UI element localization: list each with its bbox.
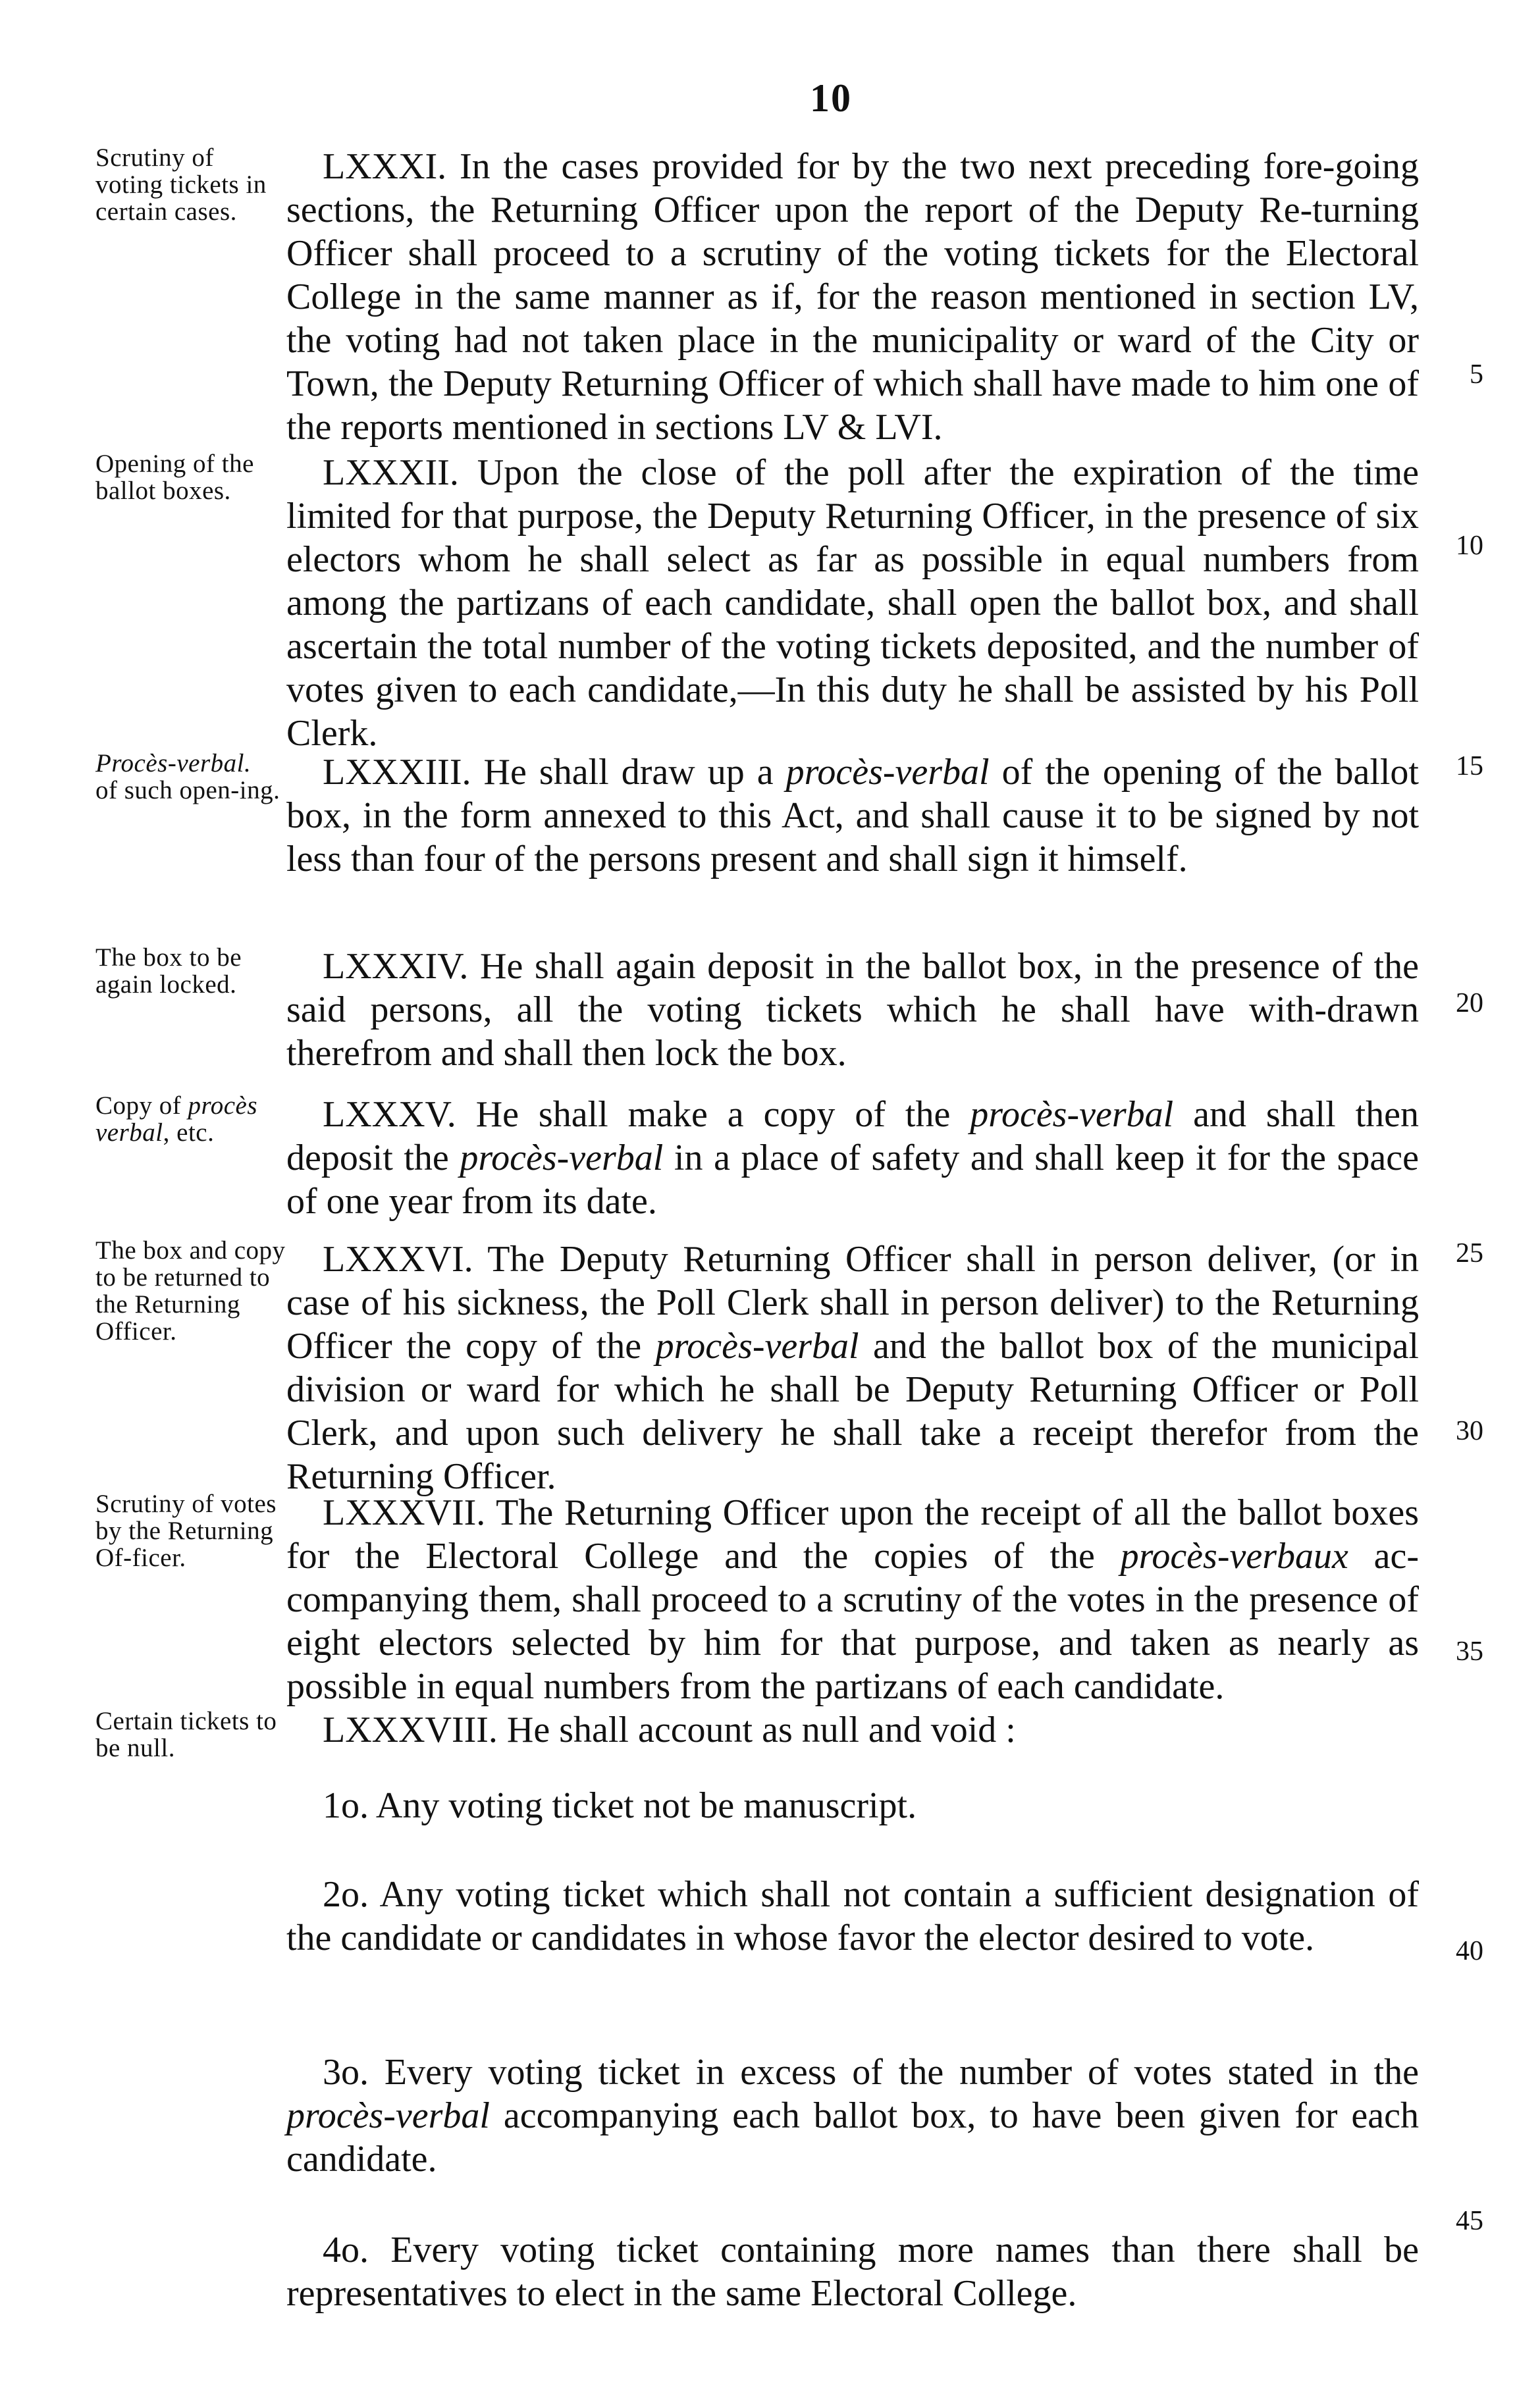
item-text-italic: procès-verbal [286,2095,490,2136]
item-text: Any voting ticket which shall not contain a sufficient designation of the candidate or candidates in whose favor the elector desired to vote. [286,1874,1419,1958]
section-text [286,145,1419,449]
section-number: LXXXII. [323,452,459,493]
section-body-c: in a place of safety and shall keep it for the space of one year from its date. [286,1138,1419,1222]
list-item [286,1873,1419,1960]
margin-note: The box and copy to be returned to the Returning Officer. [95,1236,286,1346]
section-text [286,1093,1419,1223]
line-number: 45 [1456,2206,1483,2236]
margin-note-italic: procès verbal [95,1091,258,1147]
section-body-italic: procès-verbal [785,752,990,793]
item-number: 3o. [323,2052,369,2093]
section-body: He shall again deposit in the ballot box, in the presence of the said persons, all the voting tickets which he shall have with-drawn therefrom and shall then lock the box. [286,946,1420,1074]
item-number: 4o. [323,2230,369,2270]
section-text [286,1708,1419,1752]
margin-note [95,750,286,804]
list-item [286,2051,1419,2181]
section-body: In the cases provided for by the two next preceding fore-going sections, the Returning Officer upon the report of the Deputy Re-turning Officer shall proceed to a scrutiny of the voting tickets for the Electoral College in the same manner as if, for the reason mentioned in section LV, the voting had not taken place in the municipality or ward of the City or Town, the Deputy Returning Officer of which shall have made to him one of the reports mentioned in sections LV & LVI. [286,146,1420,448]
section-body-b: and shall then deposit the [286,1094,1419,1178]
line-number: 25 [1456,1238,1483,1269]
section-body-italic-2: procès-verbal [460,1138,664,1178]
section-text [286,945,1419,1075]
line-number: 20 [1456,988,1483,1018]
section-body-italic: procès-verbal [655,1326,859,1367]
section-body: Upon the close of the poll after the expiration of the time limited for that purpose, the Deputy Returning Officer, in the presence of six electors whom he shall select as far as possible in equal numbers from among the partizans of each candidate, shall open the ballot box, and shall ascertain the total number of the voting tickets deposited, and the number of votes given to each candidate,—In this duty he shall be assisted by his Poll Clerk. [286,452,1420,754]
margin-note-italic: Procès-verbal. [95,749,252,777]
item-text-a: Every voting ticket in excess of the number of votes stated in the [384,2052,1420,2093]
margin-note: Scrutiny of votes by the Returning Of-ficer. [95,1490,277,1572]
section-body-a: The Returning Officer upon the receipt of all the ballot boxes for the Electoral College and the copies of the [286,1492,1420,1577]
section-body-a: He shall make a copy of the [475,1094,970,1135]
item-text-b: accompanying each ballot box, to have been given for each candidate. [286,2095,1419,2180]
list-item [286,2228,1419,2315]
section-number: LXXXVII. [323,1492,486,1533]
section-text [286,1238,1419,1498]
section-body-a: The Deputy Returning Officer shall in person deliver, (or in case of his sickness, the Poll Clerk shall in person deliver) to the Returning Officer the copy of the [286,1239,1419,1367]
section-body-b: and the ballot box of the municipal division or ward for which he shall be Deputy Returning Officer or Poll Clerk, and upon such delivery he shall take a receipt therefor from the Returning Officer. [286,1326,1419,1497]
section-number: LXXXVI. [323,1239,473,1280]
line-number: 5 [1470,359,1483,390]
list-item [286,1784,1419,1827]
section-text [286,750,1419,881]
margin-note: Opening of the ballot boxes. [95,450,254,505]
section-number: LXXXIII. [323,752,471,793]
section-body-b: of the opening of the ballot box, in the form annexed to this Act, and shall cause it to be signed by not less than four of the persons present and shall sign it himself. [286,752,1419,879]
section-body-italic-1: procès-verbal [970,1094,1174,1135]
line-number: 40 [1456,1936,1483,1966]
section-number: LXXXV. [323,1094,456,1135]
section-body-a: He shall draw up a [483,752,786,793]
line-number: 10 [1456,531,1483,561]
section-number: LXXXIV. [323,946,469,987]
item-number: 2o. [323,1874,369,1915]
margin-note [95,1093,286,1147]
margin-note: Certain tickets to be null. [95,1707,277,1762]
section-number: LXXXVIII. [323,1710,498,1750]
section-text [286,451,1419,755]
line-number: 35 [1456,1636,1483,1667]
item-text: Every voting ticket containing more names than there shall be representatives to elect in the same Electoral College. [286,2230,1419,2314]
section-body-italic: procès-verbaux [1120,1536,1348,1577]
page-number: 10 [810,76,852,120]
section-text [286,1491,1419,1708]
margin-note-a: Copy of [95,1091,188,1120]
margin-note-b: , etc. [163,1118,215,1147]
item-number: 1o. [323,1785,369,1826]
line-number: 30 [1456,1416,1483,1446]
margin-note: Scrutiny of voting tickets in certain cases. [95,144,267,226]
line-number: 15 [1456,751,1483,781]
section-number: LXXXI. [323,146,447,187]
item-text: Any voting ticket not be manuscript. [375,1785,917,1826]
section-body-b: ac-companying them, shall proceed to a scrutiny of the votes in the presence of eight electors selected by him for that purpose, and taken as nearly as possible in equal numbers from the partizans of each candidate. [286,1536,1420,1707]
margin-note: The box to be again locked. [95,943,242,999]
margin-note-rest: of such open-ing. [95,775,280,804]
section-body: He shall account as null and void : [506,1710,1016,1750]
